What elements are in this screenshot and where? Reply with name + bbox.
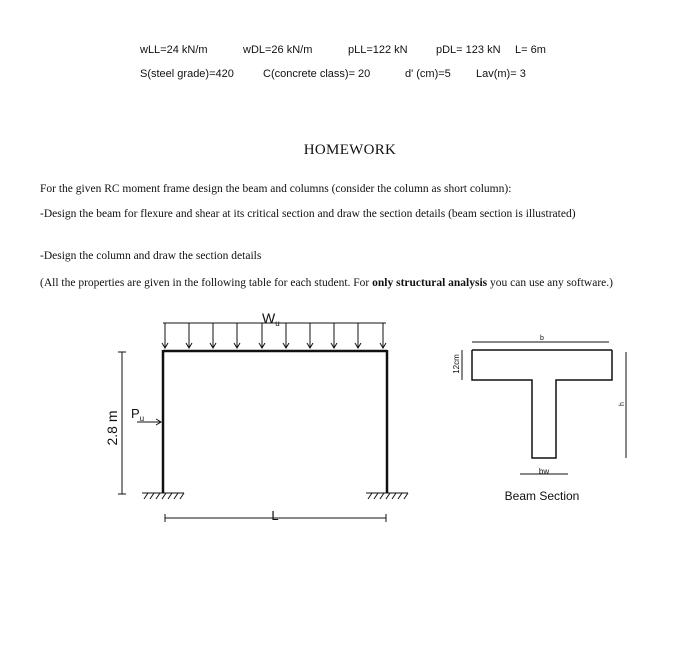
param-lav: Lav(m)= 3 [476,68,526,80]
web-width-label: bw [538,467,550,476]
page-title: HOMEWORK [303,142,397,158]
param-concrete: C(concrete class)= 20 [263,68,371,80]
paragraph-beam-design: -Design the beam for flexure and shear at its critical section and draw the section details (beam section is illustrated) [40,208,576,220]
flange-thickness-label: 12cm [452,354,461,374]
frame-diagram [118,323,408,522]
t-section-outline [472,350,612,458]
paragraph-properties-bold: only structural analysis [372,277,488,289]
param-wdl: wDL=26 kN/m [243,44,313,56]
param-pll: pLL=122 kN [348,44,408,56]
distributed-load-label: $W_u$ [262,310,280,328]
param-dprime: d' (cm)=5 [405,68,451,80]
support-left [142,493,184,499]
beam-section-diagram [462,342,626,474]
beam-section-caption: Beam Section [504,489,580,503]
section-height-label: h [619,402,626,406]
param-steel: S(steel grade)=420 [140,68,234,80]
height-label: 2.8 m [104,410,120,446]
paragraph-intro: For the given RC moment frame design the beam and columns (consider the column as short column): [40,183,512,195]
param-length: L= 6m [515,44,546,56]
paragraph-column-design: -Design the column and draw the section details [40,250,262,262]
distributed-load-arrows [162,323,386,348]
flange-width-label: b [540,335,544,342]
param-pdl: pDL= 123 kN [436,44,501,56]
span-label: L [271,508,279,523]
support-right [366,493,408,499]
paragraph-properties-text-a: (All the properties are given in the following table for each student. For [40,277,373,289]
param-wll: wLL=24 kN/m [140,44,208,56]
paragraph-properties-text-b: you can use any software.) [487,277,613,289]
point-load-label: $P_u$ [131,406,145,423]
